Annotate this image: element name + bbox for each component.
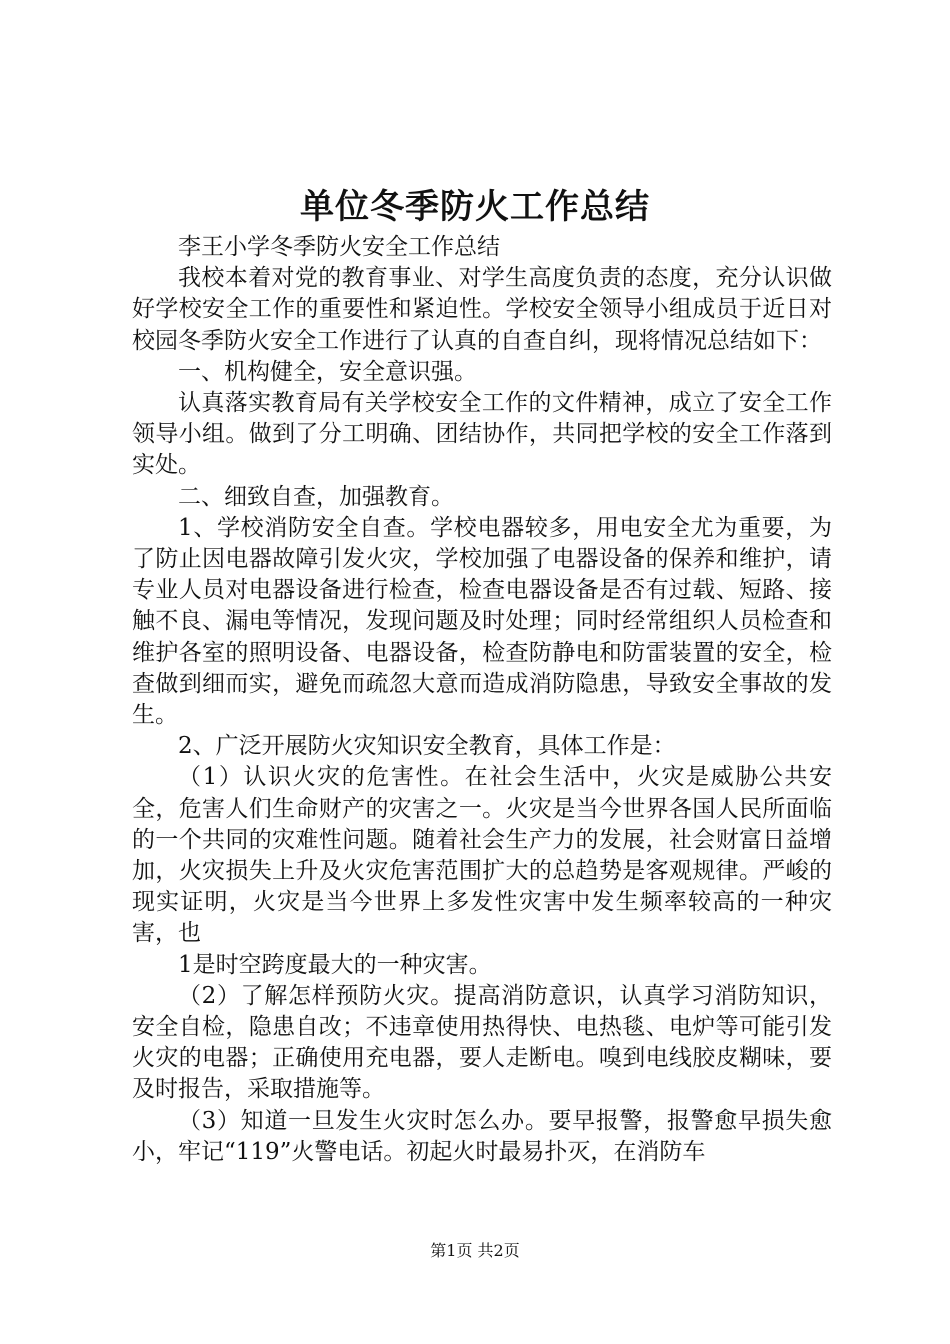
paragraph-subtitle: 李王小学冬季防火安全工作总结 <box>178 234 500 260</box>
page-footer: 第1页 共2页 <box>430 1241 520 1260</box>
paragraph-subitem-2: （2）了解怎样预防火灾。提高消防意识，认真学习消防知识，安全自检，隐患自改；不违章使用热得快、电热毯、电炉等可能引发火灾的电器；正确使用充电器，要人走断电。嗅到电线胶皮糊味，要及时报告，采取措施等。 <box>132 982 832 1103</box>
paragraph-intro: 我校本着对党的教育事业、对学生高度负责的态度，充分认识做好学校安全工作的重要性和紧迫性。学校安全领导小组成员于近日对校园冬季防火安全工作进行了认真的自查自纠，现将情况总结如下： <box>132 265 832 354</box>
paragraph-subitem-3: （3）知道一旦发生火灾时怎么办。要早报警，报警愈早损失愈小，牢记“119”火警电话。初起火时最易扑灭，在消防车 <box>132 1107 832 1165</box>
document-body <box>132 232 832 1168</box>
paragraph-subitem-1: （1）认识火灾的危害性。在社会生活中，火灾是威胁公共安全，危害人们生命财产的灾害之一。火灾是当今世界各国人民所面临的一个共同的灾难性问题。随着社会生产力的发展，社会财富日益增加，火灾损失上升及火灾危害范围扩大的总趋势是客观规律。严峻的现实证明，火灾是当今世界上多发性灾害中发生频率较高的一种灾害，也 <box>132 764 832 947</box>
document-title: 单位冬季防火工作总结 <box>300 187 650 227</box>
paragraph-section-1-body: 认真落实教育局有关学校安全工作的文件精神，成立了安全工作领导小组。做到了分工明确、团结协作，共同把学校的安全工作落到实处。 <box>132 390 832 479</box>
paragraph-section-2-heading: 二、细致自查，加强教育。 <box>178 483 454 510</box>
paragraph-subitem-1-continued: 1是时空跨度最大的一种灾害。 <box>178 951 492 978</box>
paragraph-item-2: 2、广泛开展防火灾知识安全教育，具体工作是： <box>178 733 676 760</box>
paragraph-item-1: 1、学校消防安全自查。学校电器较多，用电安全尤为重要，为了防止因电器故障引发火灾，学校加强了电器设备的保养和维护，请专业人员对电器设备进行检查，检查电器设备是否有过载、短路、接触不良、漏电等情况，发现问题及时处理；同时经常组织人员检查和维护各室的照明设备、电器设备，检查防静电和防雷装置的安全，检查做到细而实，避免而疏忽大意而造成消防隐患，导致安全事故的发生。 <box>132 514 832 729</box>
paragraph-section-1-heading: 一、机构健全，安全意识强。 <box>178 358 477 385</box>
